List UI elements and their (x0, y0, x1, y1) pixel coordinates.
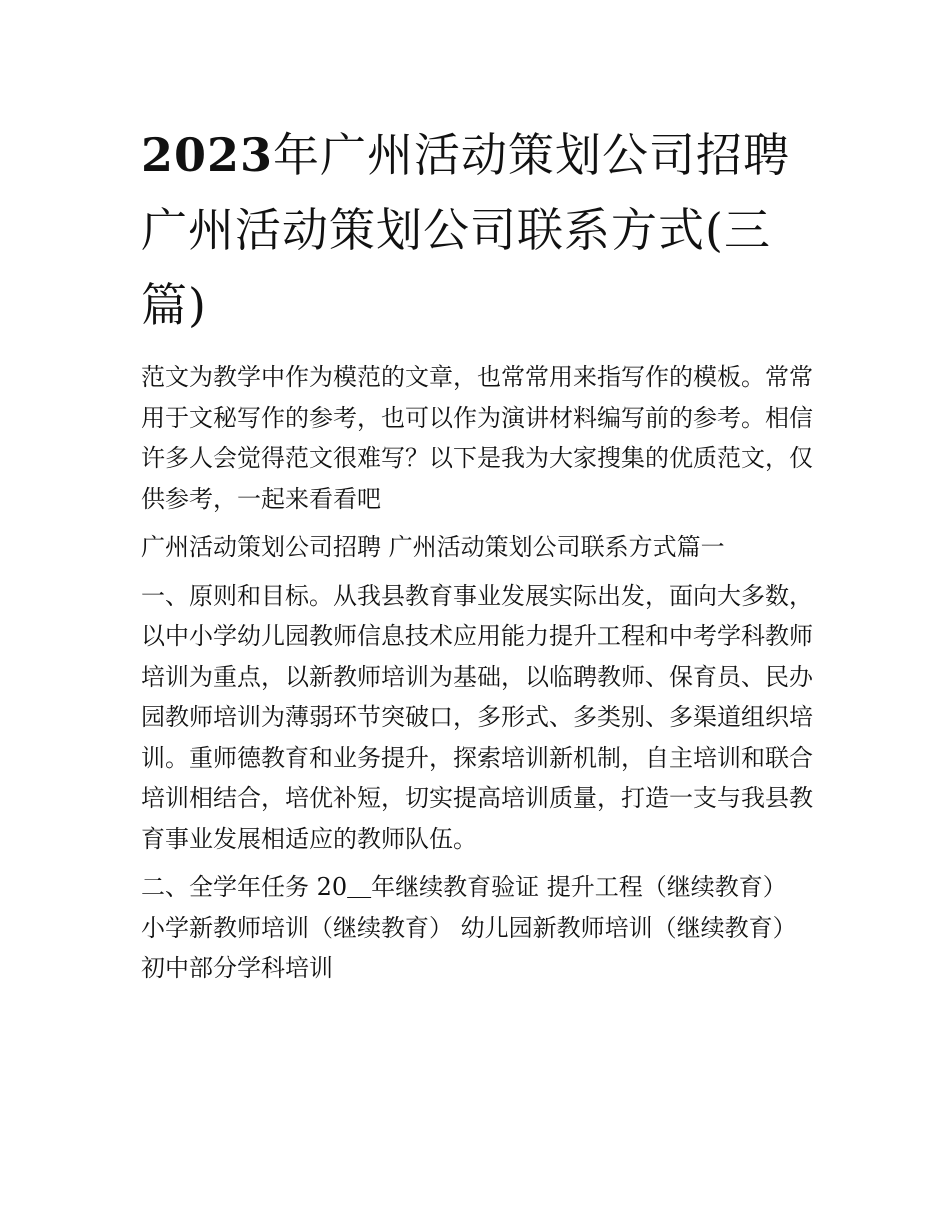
intro-paragraph: 范文为教学中作为模范的文章，也常常用来指写作的模板。常常用于文秘写作的参考，也可以作为演讲材料编写前的参考。相信许多人会觉得范文很难写？以下是我为大家搜集的优质范文，仅供参考，一起来看看吧 (141, 363, 813, 513)
section-heading: 广州活动策划公司招聘 广州活动策划公司联系方式篇一 (141, 533, 725, 561)
title-year: 2023 (141, 128, 274, 182)
tasks-paragraph: 二、全学年任务 20＿年继续教育验证 提升工程（继续教育） 小学新教师培训（继续教育） 幼儿园新教师培训（继续教育） 初中部分学科培训 (141, 873, 797, 982)
document-title (141, 118, 813, 343)
title-text: 年广州活动策划公司招聘 广州活动策划公司联系方式(三篇) (141, 128, 791, 332)
document-page (141, 118, 813, 997)
principles-paragraph: 一、原则和目标。从我县教育事业发展实际出发，面向大多数，以中小学幼儿园教师信息技术应用能力提升工程和中考学科教师培训为重点，以新教师培训为基础，以临聘教师、保育员、民办园教师培训为薄弱环节突破口，多形式、多类别、多渠道组织培训。重师德教育和业务提升，探索培训新机制，自主培训和联合培训相结合，培优补短，切实提高培训质量，打造一支与我县教育事业发展相适应的教师队伍。 (141, 581, 813, 853)
